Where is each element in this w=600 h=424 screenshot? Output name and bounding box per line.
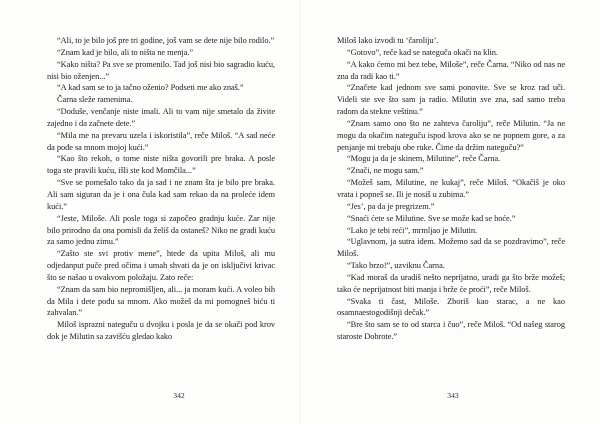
gutter [299, 0, 301, 424]
paragraph: Čarna sleže ramenima. [57, 95, 133, 105]
paragraph: Miloš isprazni nateguču u dvojku i posla je da se okači pod krov dok je Milutin sa zavišću gledao kako [47, 320, 275, 342]
paragraph: “Kad moraš da uradiš nešto neprijatno, uradi ga što brže možeš; tako će neprijatnost biti manja i brže će proći”, reče Miloš. [337, 272, 565, 294]
paragraph: “Mila me na prevaru uzela i iskoristila”, reče Miloš. “A sad neće da pođe sa mnom mojoj kući.” [47, 130, 275, 152]
paragraph: “Gotovo”, reče kad se nateguča okači na klin. [347, 47, 498, 57]
paragraph: “Ali, to je bilo još pre tri godine, još vam se dete nije bilo rodilo.” [57, 36, 275, 45]
paragraph: “Jes’, pa da je pregrizem.” [347, 201, 435, 211]
paragraph: “Značete kad jednom sve sami ponovite. Sve se kroz rad uči. Videli ste sve što sam ja radio. Milutin sve zna, sad samo treba radom da stekne veštinu.” [337, 83, 565, 117]
paragraph: “Znači, ne mogu sam.” [347, 166, 424, 176]
paragraph: “Sve se pomešalo tako da ja sad i ne znam šta je bilo pre braka. Ali sam siguran da je i ona čula kad sam rekao da na proleće idem kući.” [47, 178, 275, 211]
paragraph: “Kao što rekoh, o tome niste ništa govorili pre braka. A posle toga ste pravili kuću, išli ste kod Momčila...” [47, 154, 275, 176]
paragraph: “Bre što sam se to od starca i čuo”, reče Miloš. “Od našeg starog staroste Dobrote.” [337, 320, 565, 342]
page-number-right: 343 [447, 391, 459, 400]
paragraph: “Možeš sam, Milutine, ne kukaj”, reče Miloš. “Okačiš je oko vrata i popneš se. Ili je nosiš u zubima.” [337, 178, 565, 199]
paragraph: “Mogu ja da je skinem, Milutine”, reče Čarna. [347, 154, 501, 164]
paragraph: “Znam samo ono što ne zahteva čaroliju”, reče Milutin. “Ja ne mogu da okačim nateguču ispod krova ako se ne popnem gore, a za penjanje mi trebaju obe ruke. Čime da držim nateguču?” [337, 118, 565, 152]
paragraph: “Svaka ti čast, Miloše. Zboriš kao starac, a ne kao osamnaestogodišnji dečak.” [337, 296, 565, 318]
paragraph: “Lako je tebi reći”, mrmljao je Milutin. [347, 225, 478, 235]
paragraph: “Doduše, venčanje niste imali. Ali to vam nije smetalo da živite zajedno i da začnete dete.” [47, 107, 275, 128]
paragraph: “A kad sam se to ja tačno oženio? Podseti me ako znaš.” [57, 83, 244, 93]
paragraph: “Tako brzo!”, uzviknu Čarna. [347, 261, 445, 271]
paragraph: “Znam kad je bilo, ali to ništa ne menja.” [57, 47, 194, 57]
left-page [47, 35, 275, 343]
paragraph: “Jeste, Miloše. Ali posle toga si započeo gradnju kuće. Zar nije bilo prirodno da ona pomisli da želiš da ostaneš? Niko ne gradi kuću za samo jednu zimu.” [47, 213, 275, 247]
right-page [337, 35, 565, 343]
page-number-left: 342 [173, 391, 185, 400]
paragraph: “Snaći ćete se Milutine. Sve se može kad se hoće.” [347, 213, 516, 223]
paragraph: “Kako ništa? Pa sve se promenilo. Tad još nisi bio sagradio kuću, nisi bio oženjen...” [47, 59, 275, 81]
paragraph: “Zašto ste svi protiv mene”, htede da upita Miloš, ali mu odjedanput puče pred očima i umah shvati da je on isključivi krivac što se našao u ovakvom položaju. Zato reče: [47, 249, 275, 282]
paragraph: “A kako ćemo mi bez tebe, Miloše”, reče Čarna. “Niko od nas ne zna da radi kao ti.” [337, 59, 565, 81]
paragraph: Miloš lako izvodi tu ‘čaroliju’. [337, 36, 439, 45]
paragraph: “Uglavnom, ja sutra idem. Možemo sad da se pozdravimo”, reče Miloš. [337, 237, 565, 259]
paragraph: “Znam da sam bio nepromišljen, ali... ja moram kući. A voleo bih da Mila i dete pođu sa mnom. Ako možeš da mi pomogneš biću ti zahvalan.” [47, 284, 275, 318]
